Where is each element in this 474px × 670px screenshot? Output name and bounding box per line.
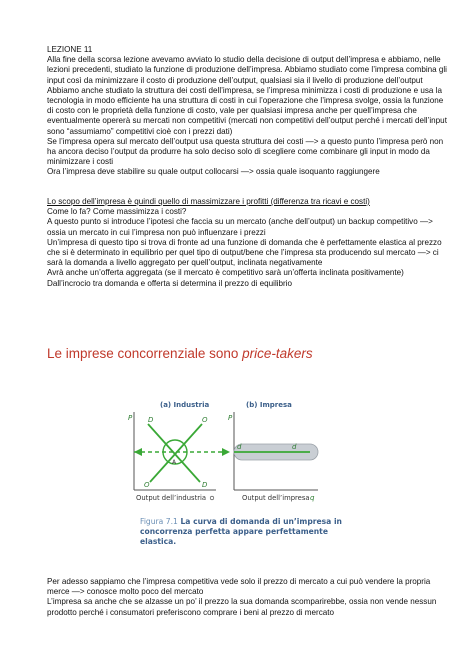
paragraph: L’impresa sa anche che se alzasse un po’ il prezzo la sua domanda scomparirebbe, ossia non vende nessun prodotto perché i consumatori preferiscono comprare i beni al prezzo di mercato (47, 597, 437, 617)
heading-prefix: Le imprese concorrenziale sono (47, 346, 243, 361)
heading-emphasis: price-takers (242, 346, 313, 361)
left-p-label: P (128, 414, 133, 422)
underlined-paragraph: Lo scopo dell’impresa è quindi quello di massimizzare i profitti (differenza tra ricavi e costi) (47, 197, 370, 206)
paragraph: Se l’impresa opera sul mercato dell’output usa questa struttura dei costi —> a questo punto l’impresa però non ha ancora deciso l’output da produrre ha solo deciso solo di scegliere come combinare gli input in modo da minimizzare i costi (47, 136, 444, 167)
paragraph: Dall’incrocio tra domanda e offerta si determina il prezzo di equilibrio (47, 278, 293, 288)
paragraph: Un’impresa di questo tipo si trova di fronte ad una funzione di domanda che è perfettamente elastica al prezzo che si è determinato in equilibrio per quel tipo di output/bene che l’impresa sta producendo sul mercato —> ci sarà la domanda a livello aggregato per quell’output, inclinata negativamente (47, 237, 442, 268)
paragraph: Alla fine della scorsa lezione avevamo avviato lo studio della decisione di output dell’impresa e abbiamo, nelle lezioni precedenti, studiato la funzione di produzione dell’impresa. Abbiamo studiato come l’impresa combina gli input così da minimizzare il costo di produzione dell’output, qualsiasi sia il livello di produzione dell’output (47, 55, 447, 85)
caption-text: La curva di domanda di un’impresa in concorrenza perfetta appare perfettamente elastica. (140, 517, 342, 546)
profit-text-block (47, 197, 447, 289)
firm-demand-label-left: d (237, 443, 242, 451)
panel-b-title: (b) Impresa (246, 401, 292, 409)
figure-caption (140, 517, 350, 547)
industry-demand-curve (148, 424, 200, 482)
right-p-label: P (228, 414, 233, 422)
paragraph: Avrà anche un’offerta aggregata (se il mercato è competitivo sarà un’offerta inclinata positivamente) (47, 268, 404, 278)
paragraph: Per adesso sappiamo che l’impresa competitiva vede solo il prezzo di mercato a cui può vendere la propria merce —> conosce molto poco del mercato (47, 577, 431, 597)
small-circle-icon (210, 496, 214, 500)
supply-label-bottom: O (144, 481, 150, 489)
paragraph: A questo punto si introduce l’ipotesi che faccia su un mercato (anche dell’output) un backup competitivo —> ossia un mercato in cui l’impresa non può influenzare i prezzi (47, 217, 433, 237)
paragraph: Abbiamo anche studiato la struttura dei costi dell’impresa, se l’impresa minimizza i costi di produzione e usa la tecnologia in modo efficiente ha una struttura di costi in cui l’operazione che l’impresa svolge, ossia la funzione di costo con le proprietà della funzione di costo, vale per qualsiasi impresa anche per quell’impresa che eventualmente opererà su mercati non competitivi (mercati non competitivi dell’output perché i mercati dell’input sono “assumiamo” competitivi cioè con i prezzi dati) (47, 85, 447, 136)
section-heading (47, 346, 313, 361)
demand-label-bottom: D (202, 481, 208, 489)
right-arrow-icon (222, 448, 230, 456)
figure-7-1 (120, 392, 350, 512)
right-x-axis-label: Output dell’impresa (242, 494, 310, 502)
intro-text-block (47, 45, 447, 178)
lesson-title: LEZIONE 11 (47, 45, 93, 54)
right-q-label: q (310, 494, 315, 502)
closing-text-block (47, 577, 447, 618)
firm-demand-label-right: d (292, 443, 297, 451)
supply-label-top: O (202, 416, 208, 424)
equilibrium-point-label: A (172, 459, 177, 466)
caption-number: Figura 7.1 (140, 517, 178, 526)
left-x-axis-label: Output dell’industria (136, 494, 207, 502)
panel-a-title: (a) Industria (160, 401, 210, 409)
left-arrow-icon (134, 448, 142, 456)
industry-supply-curve (150, 424, 202, 482)
paragraph: Ora l’impresa deve stabilire su quale output collocarsi —> ossia quale isoquanto raggiungere (47, 167, 380, 177)
demand-label-top: D (148, 416, 154, 424)
paragraph: Come lo fa? Come massimizza i costi? (47, 207, 187, 217)
